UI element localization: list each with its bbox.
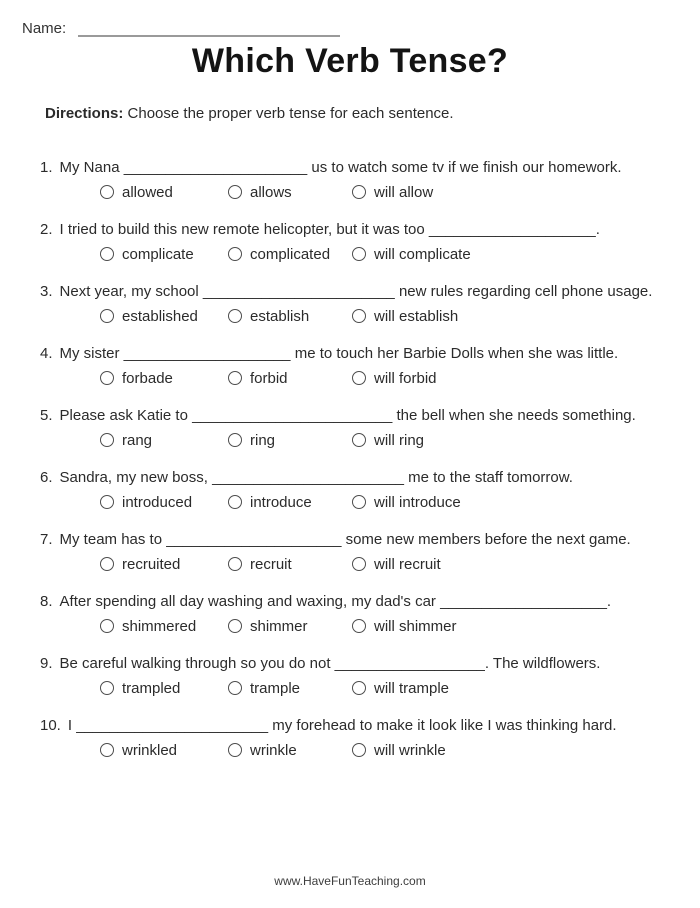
radio-option[interactable] xyxy=(228,494,352,511)
radio-option[interactable] xyxy=(352,246,471,263)
directions xyxy=(45,105,454,122)
option-label: will recruit xyxy=(374,555,441,573)
question-number: 1. xyxy=(40,159,53,176)
radio-option[interactable] xyxy=(228,432,352,449)
question-line xyxy=(40,406,686,426)
question-number: 6. xyxy=(40,469,53,486)
radio-option[interactable] xyxy=(228,370,352,387)
question-number: 3. xyxy=(40,283,53,300)
radio-button-icon[interactable] xyxy=(352,309,366,323)
question-2 xyxy=(40,220,686,263)
radio-button-icon[interactable] xyxy=(100,495,114,509)
radio-option[interactable] xyxy=(100,308,228,325)
option-label: will introduce xyxy=(374,493,461,511)
answer-options xyxy=(40,369,686,387)
question-4 xyxy=(40,344,686,387)
question-7 xyxy=(40,530,686,573)
option-label: will trample xyxy=(374,679,450,697)
question-5 xyxy=(40,406,686,449)
radio-option[interactable] xyxy=(352,494,461,511)
question-number: 7. xyxy=(40,531,53,548)
option-label: will wrinkle xyxy=(374,741,446,759)
option-label: will allow xyxy=(374,183,434,201)
question-list xyxy=(40,158,686,778)
question-text: My sister ____________________ me to touch her Barbie Dolls when she was little. xyxy=(59,345,619,362)
radio-button-icon[interactable] xyxy=(352,557,366,571)
radio-button-icon[interactable] xyxy=(100,681,114,695)
question-number: 9. xyxy=(40,655,53,672)
radio-button-icon[interactable] xyxy=(352,185,366,199)
name-row xyxy=(22,20,340,37)
option-label: will ring xyxy=(374,431,425,449)
radio-button-icon[interactable] xyxy=(100,247,114,261)
radio-option[interactable] xyxy=(352,618,457,635)
directions-label: Directions: xyxy=(45,105,124,122)
radio-button-icon[interactable] xyxy=(228,247,242,261)
radio-button-icon[interactable] xyxy=(100,743,114,757)
answer-options xyxy=(40,679,686,697)
question-text: I tried to build this new remote helicopter, but it was too ____________________. xyxy=(59,221,600,238)
question-line xyxy=(40,592,686,612)
option-label: rang xyxy=(122,431,153,449)
radio-option[interactable] xyxy=(100,184,228,201)
page-title: Which Verb Tense? xyxy=(191,42,509,80)
radio-button-icon[interactable] xyxy=(228,681,242,695)
answer-options xyxy=(40,741,686,759)
answer-options xyxy=(40,307,686,325)
radio-button-icon[interactable] xyxy=(228,309,242,323)
radio-option[interactable] xyxy=(100,246,228,263)
option-label: complicated xyxy=(250,245,331,263)
question-text: My Nana ______________________ us to watch some tv if we finish our homework. xyxy=(59,159,622,176)
radio-button-icon[interactable] xyxy=(352,681,366,695)
radio-option[interactable] xyxy=(228,308,352,325)
name-label: Name: xyxy=(22,20,67,37)
radio-option[interactable] xyxy=(352,184,433,201)
radio-option[interactable] xyxy=(228,246,352,263)
question-text: After spending all day washing and waxing, my dad's car ____________________. xyxy=(59,593,612,610)
answer-options xyxy=(40,493,686,511)
option-label: wrinkle xyxy=(250,741,297,759)
radio-button-icon[interactable] xyxy=(228,557,242,571)
option-label: trampled xyxy=(122,679,181,697)
option-label: shimmered xyxy=(122,617,197,635)
question-line xyxy=(40,468,686,488)
question-6 xyxy=(40,468,686,511)
radio-button-icon[interactable] xyxy=(352,433,366,447)
footer-url: www.HaveFunTeaching.com xyxy=(274,874,426,888)
radio-button-icon[interactable] xyxy=(352,495,366,509)
question-text: Next year, my school _______________________ new rules regarding cell phone usage. xyxy=(59,283,653,300)
radio-option[interactable] xyxy=(100,432,228,449)
radio-option[interactable] xyxy=(352,370,437,387)
option-label: ring xyxy=(250,431,276,449)
option-label: shimmer xyxy=(250,617,308,635)
option-label: introduced xyxy=(122,493,193,511)
question-8 xyxy=(40,592,686,635)
radio-option[interactable] xyxy=(228,556,352,573)
answer-options xyxy=(40,617,686,635)
directions-text: Choose the proper verb tense for each sentence. xyxy=(123,105,454,122)
radio-button-icon[interactable] xyxy=(100,371,114,385)
option-label: will shimmer xyxy=(374,617,457,635)
answer-options xyxy=(40,431,686,449)
radio-button-icon[interactable] xyxy=(228,743,242,757)
radio-button-icon[interactable] xyxy=(100,433,114,447)
radio-option[interactable] xyxy=(352,680,449,697)
radio-button-icon[interactable] xyxy=(352,371,366,385)
option-label: established xyxy=(122,307,198,325)
radio-button-icon[interactable] xyxy=(352,247,366,261)
radio-option[interactable] xyxy=(100,742,228,759)
radio-option[interactable] xyxy=(228,184,352,201)
radio-button-icon[interactable] xyxy=(100,557,114,571)
question-number: 2. xyxy=(40,221,53,238)
radio-button-icon[interactable] xyxy=(100,309,114,323)
question-line xyxy=(40,530,686,550)
radio-option[interactable] xyxy=(352,556,441,573)
radio-button-icon[interactable] xyxy=(352,619,366,633)
answer-options xyxy=(40,245,686,263)
question-1 xyxy=(40,158,686,201)
question-number: 4. xyxy=(40,345,53,362)
question-3 xyxy=(40,282,686,325)
radio-button-icon[interactable] xyxy=(100,185,114,199)
question-9 xyxy=(40,654,686,697)
radio-button-icon[interactable] xyxy=(228,433,242,447)
radio-option[interactable] xyxy=(228,742,352,759)
option-label: trample xyxy=(250,679,301,697)
radio-option[interactable] xyxy=(352,308,458,325)
radio-button-icon[interactable] xyxy=(228,495,242,509)
question-line xyxy=(40,654,686,674)
answer-options xyxy=(40,555,686,573)
question-text: Be careful walking through so you do not __________________. The wildflowers. xyxy=(59,655,601,672)
option-label: establish xyxy=(250,307,310,325)
radio-option[interactable] xyxy=(100,618,228,635)
question-text: Sandra, my new boss, _______________________ me to the staff tomorrow. xyxy=(59,469,573,486)
radio-button-icon[interactable] xyxy=(352,743,366,757)
radio-button-icon[interactable] xyxy=(228,619,242,633)
radio-option[interactable] xyxy=(100,370,228,387)
option-label: recruit xyxy=(250,555,292,573)
question-number: 5. xyxy=(40,407,53,424)
radio-option[interactable] xyxy=(100,494,228,511)
radio-button-icon[interactable] xyxy=(228,185,242,199)
option-label: will forbid xyxy=(374,369,437,387)
radio-option[interactable] xyxy=(352,432,424,449)
radio-button-icon[interactable] xyxy=(100,619,114,633)
radio-option[interactable] xyxy=(100,556,228,573)
question-text: Please ask Katie to ________________________ the bell when she needs something. xyxy=(59,407,636,424)
question-line xyxy=(40,158,686,178)
question-line xyxy=(40,220,686,240)
option-label: allows xyxy=(250,183,292,201)
option-label: complicate xyxy=(122,245,194,263)
option-label: forbade xyxy=(122,369,173,387)
question-line xyxy=(40,716,686,736)
option-label: will establish xyxy=(374,307,459,325)
answer-options xyxy=(40,183,686,201)
option-label: recruited xyxy=(122,555,181,573)
question-line xyxy=(40,282,686,302)
option-label: forbid xyxy=(250,369,288,387)
question-number: 8. xyxy=(40,593,53,610)
option-label: will complicate xyxy=(374,245,471,263)
radio-option[interactable] xyxy=(100,680,228,697)
option-label: allowed xyxy=(122,183,173,201)
option-label: wrinkled xyxy=(122,741,178,759)
radio-button-icon[interactable] xyxy=(228,371,242,385)
question-line xyxy=(40,344,686,364)
question-text: I _______________________ my forehead to make it look like I was thinking hard. xyxy=(67,717,617,734)
question-number: 10. xyxy=(40,717,61,734)
question-text: My team has to _____________________ some new members before the next game. xyxy=(59,531,631,548)
name-input-line[interactable] xyxy=(78,20,340,37)
radio-option[interactable] xyxy=(352,742,446,759)
radio-option[interactable] xyxy=(228,618,352,635)
option-label: introduce xyxy=(250,493,312,511)
question-10 xyxy=(40,716,686,759)
radio-option[interactable] xyxy=(228,680,352,697)
